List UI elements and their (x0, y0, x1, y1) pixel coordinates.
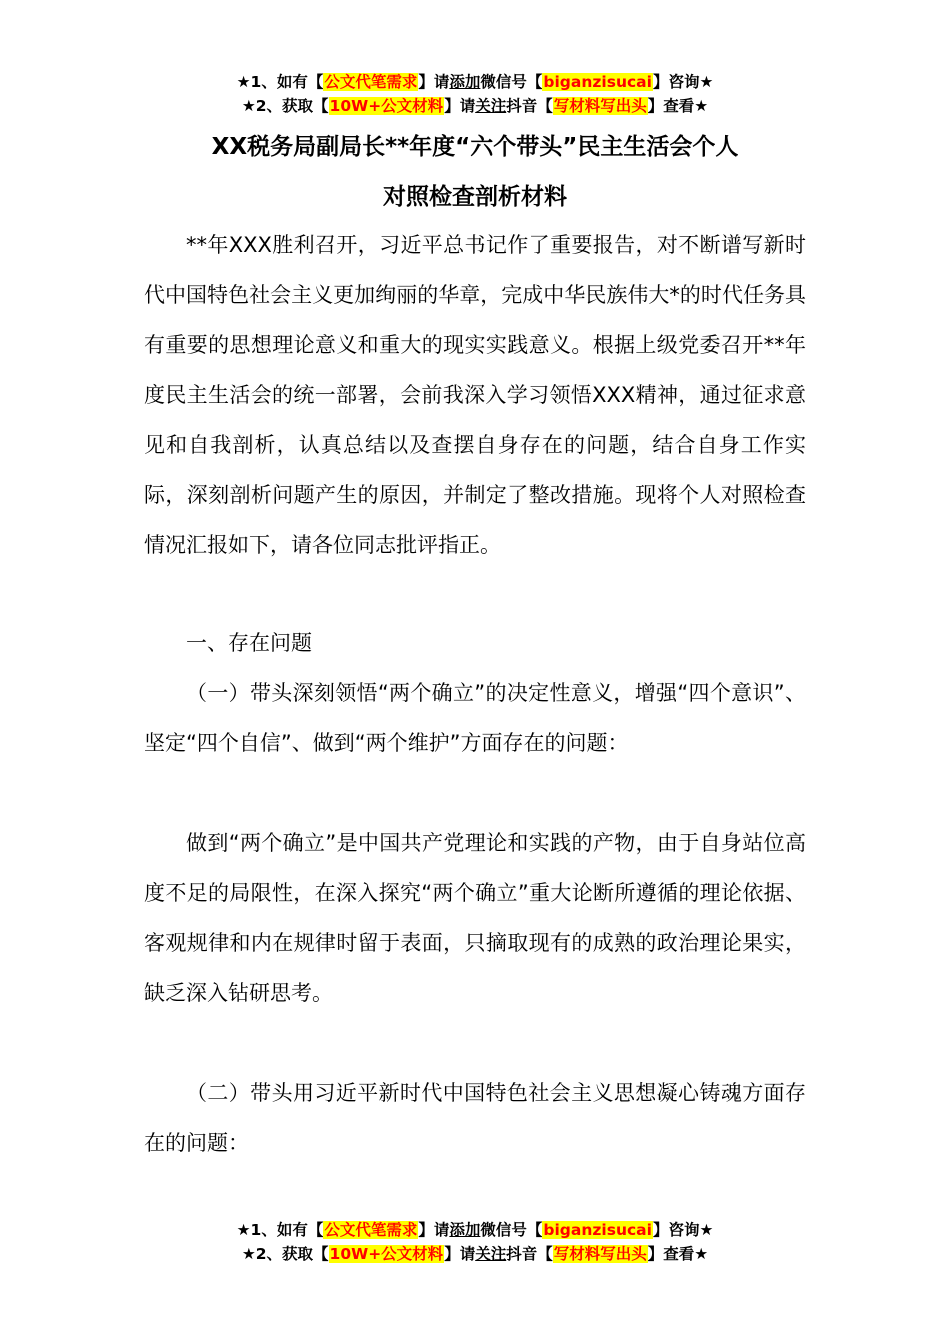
banner-highlight: 10W+公文材料 (329, 1245, 444, 1263)
banner-text: 微信号【 (480, 73, 543, 91)
banner-text: 】查看★ (647, 97, 709, 115)
banner-highlight: 公文代笔需求 (324, 1221, 418, 1239)
intro-paragraph: **年XXX胜利召开，习近平总书记作了重要报告，对不断谱写新时代中国特色社会主义更加绚丽的华章，完成中华民族伟大*的时代任务具有重要的思想理论意义和重大的现实实践意义。根据上级党委召开**年度民主生活会的统一部署，会前我深入学习领悟XXX精神，通过征求意见和自我剖析，认真总结以及查摆自身存在的问题，结合自身工作实际，深刻剖析问题产生的原因，并制定了整改措施。现将个人对照检查情况汇报如下，请各位同志批评指正。 (144, 233, 807, 557)
banner-text: 】请 (444, 97, 476, 115)
banner-text: 】请 (418, 73, 450, 91)
banner-text: 】请 (418, 1221, 450, 1239)
banner-highlight: biganzisucai (543, 73, 652, 91)
banner-text: 微信号【 (480, 1221, 543, 1239)
subsection-body-1: 做到“两个确立”是中国共产党理论和实践的产物，由于自身站位高度不足的局限性，在深入探究“两个确立”重大论断所遵循的理论依据、客观规律和内在规律时留于表面，只摘取现有的成熟的政治理论果实，缺乏深入钻研思考。 (144, 831, 806, 1005)
document-title-line-2: 对照检查剖析材料 (383, 184, 567, 210)
banner-underline-text: 关注 (475, 97, 507, 115)
banner-highlight: 10W+公文材料 (329, 97, 444, 115)
banner-text: 抖音【 (506, 97, 553, 115)
banner-text: 】查看★ (647, 1245, 709, 1263)
banner-highlight: 写材料写出头 (553, 1245, 647, 1263)
banner-line-1 (0, 1218, 950, 1242)
banner-text: ★1、如有【 (236, 73, 324, 91)
banner-text: ★2、获取【 (241, 97, 329, 115)
banner-text: 】咨询★ (652, 1221, 714, 1239)
banner-line-1 (0, 70, 950, 94)
banner-line-2 (0, 1242, 950, 1266)
banner-underline-text: 添加 (449, 73, 481, 91)
banner-highlight: 公文代笔需求 (324, 73, 418, 91)
bottom-banner (0, 1218, 950, 1266)
document-title-line-1: XX税务局副局长**年度“六个带头”民主生活会个人 (211, 134, 739, 160)
banner-text: ★1、如有【 (236, 1221, 324, 1239)
banner-highlight: 写材料写出头 (553, 97, 647, 115)
banner-text: 】咨询★ (652, 73, 714, 91)
top-banner (0, 70, 950, 118)
banner-text: 】请 (444, 1245, 476, 1263)
subsection-heading-2: （二）带头用习近平新时代中国特色社会主义思想凝心铸魂方面存在的问题： (144, 1081, 806, 1155)
banner-line-2 (0, 94, 950, 118)
banner-text: 抖音【 (506, 1245, 553, 1263)
section-heading: 一、存在问题 (186, 631, 312, 655)
banner-underline-text: 添加 (449, 1221, 481, 1239)
banner-highlight: biganzisucai (543, 1221, 652, 1239)
subsection-heading-1: （一）带头深刻领悟“两个确立”的决定性意义，增强“四个意识”、坚定“四个自信”、做到“两个维护”方面存在的问题： (144, 681, 806, 755)
banner-underline-text: 关注 (475, 1245, 507, 1263)
banner-text: ★2、获取【 (241, 1245, 329, 1263)
